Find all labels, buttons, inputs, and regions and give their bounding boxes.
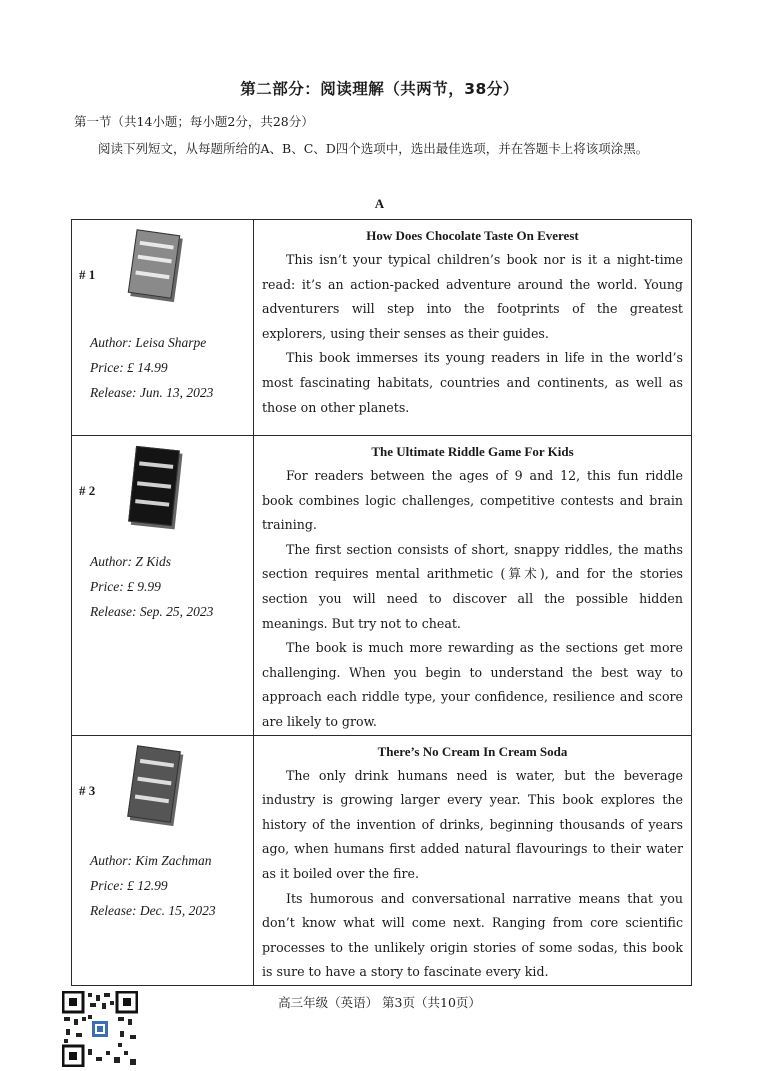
instructions-text: 阅读下列短文，从每题所给的A、B、C、D四个选项中，选出最佳选项，并在答题卡上将该项涂黑。 xyxy=(98,141,649,156)
book-row xyxy=(72,735,692,985)
book-price: Price: £ 14.99 xyxy=(90,360,168,375)
book-paragraph: For readers between the ages of 9 and 12, this fun riddle book combines logic challenges, competitive contests and brain training. xyxy=(262,468,683,533)
book-description-cell xyxy=(254,436,692,736)
book-price: Price: £ 12.99 xyxy=(90,877,168,893)
book-paragraph: Its humorous and conversational narrative means that you don’t know what will come next. Ranging from core scientific processes to the unlikely origin stories of some sodas, this book is sure to have a story to fascinate every kid. xyxy=(262,890,683,980)
book-number: # 3 xyxy=(79,782,96,798)
subsection-heading: 第一节（共14小题；每小题2分，共28分） xyxy=(74,114,314,129)
book-meta xyxy=(90,549,213,624)
book-info-cell xyxy=(72,735,254,985)
book-author: Author: Z Kids xyxy=(90,554,172,569)
book-release: Release: Dec. 15, 2023 xyxy=(90,902,216,918)
book-release: Release: Sep. 25, 2023 xyxy=(90,604,214,619)
book-author: Author: Leisa Sharpe xyxy=(90,335,207,350)
section-heading: 第二部分：阅读理解（共两节，38分） xyxy=(240,80,519,98)
book-paragraph: The book is much more rewarding as the sections get more challenging. When you begin to understand the best way to approach each riddle type, your confidence, resilience and score are likely to grow. xyxy=(262,640,683,729)
book-paragraph: The first section consists of short, snappy riddles, the maths section requires mental arithmetic (算术), and for the stories section you will need to discover all the possible hidden meanings. But try not to cheat. xyxy=(262,541,683,631)
book-paragraph: This isn’t your typical children’s book nor is it a night-time read: it’s an action-packed adventure around the world. Young adventurers will step into the footprints of the greatest explorers, using their senses as their guides. xyxy=(262,252,683,341)
book-info-cell xyxy=(72,436,254,736)
book-row xyxy=(72,436,692,736)
book-paragraph: This book immerses its young readers in life in the world’s most fascinating habitats, countries and continents, as well as those on other planets. xyxy=(262,350,683,415)
book-price: Price: £ 9.99 xyxy=(90,579,161,594)
book-number: # 2 xyxy=(79,483,96,498)
book-table xyxy=(71,219,692,986)
book-title: The Ultimate Riddle Game For Kids xyxy=(371,444,574,459)
book-meta xyxy=(90,330,213,405)
book-description-cell xyxy=(254,220,692,436)
passage-label: A xyxy=(374,196,385,211)
book-cover-icon xyxy=(127,745,181,822)
book-release: Release: Jun. 13, 2023 xyxy=(90,385,214,400)
book-cover-icon xyxy=(128,446,180,526)
book-paragraph: The only drink humans need is water, but the beverage industry is growing larger every year. This book explores the history of the invention of drinks, beginning thousands of years ago, when humans first added natural flavourings to their water as it boiled over the fire. xyxy=(262,767,683,881)
book-row xyxy=(72,220,692,436)
book-meta xyxy=(90,848,216,923)
book-description-cell xyxy=(254,735,692,985)
book-number: # 1 xyxy=(79,267,96,282)
book-title: There’s No Cream In Cream Soda xyxy=(377,743,568,759)
book-author: Author: Kim Zachman xyxy=(90,852,212,868)
book-info-cell xyxy=(72,220,254,436)
page-footer: 高三年级（英语） 第3页（共10页） xyxy=(278,995,481,1010)
book-title: How Does Chocolate Taste On Everest xyxy=(366,228,579,243)
book-cover-icon xyxy=(128,229,180,299)
